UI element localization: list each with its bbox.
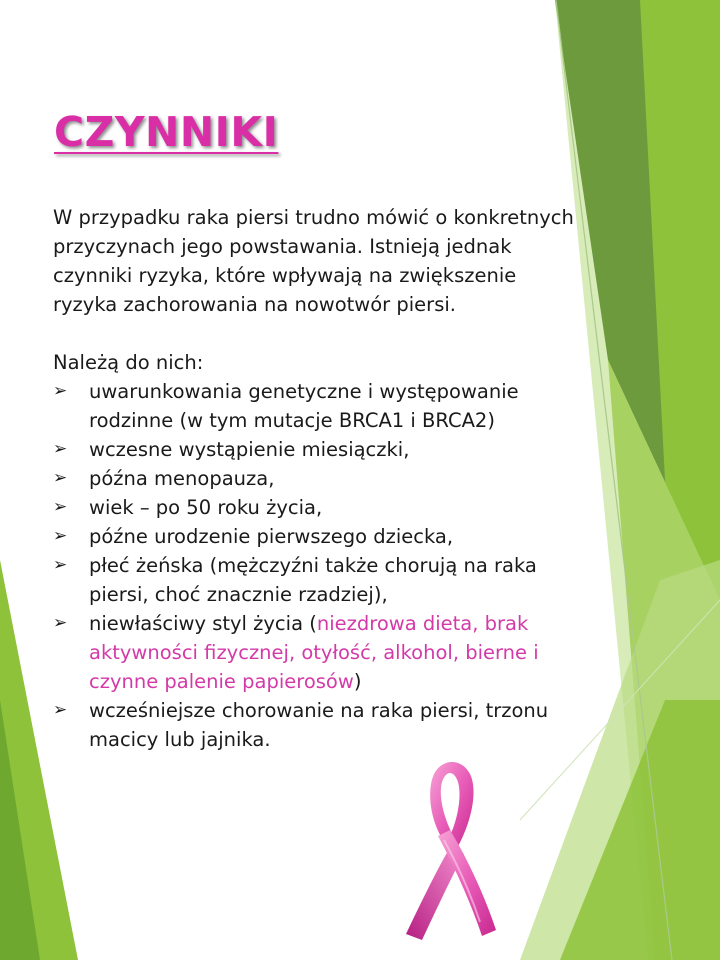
arrow-bullet-icon: ➢ bbox=[53, 613, 68, 633]
list-item bbox=[53, 696, 578, 754]
list-item-text: wczesne wystąpienie miesiączki, bbox=[89, 438, 410, 461]
list-item-text: późna menopauza, bbox=[89, 467, 275, 490]
list-item bbox=[53, 551, 578, 609]
arrow-bullet-icon: ➢ bbox=[53, 497, 68, 517]
list-item bbox=[53, 493, 578, 522]
list-item-text: płeć żeńska (mężczyźni także chorują na raka piersi, choć znacznie rzadziej), bbox=[89, 554, 537, 606]
list-item-text: niewłaściwy styl życia ( bbox=[89, 612, 317, 635]
arrow-bullet-icon: ➢ bbox=[53, 700, 68, 720]
arrow-bullet-icon: ➢ bbox=[53, 526, 68, 546]
list-item-text: uwarunkowania genetyczne i występowanie rodzinne (w tym mutacje BRCA1 i BRCA2) bbox=[89, 380, 519, 432]
lifestyle-highlight-text: niezdrowa dieta, brak aktywności fizycznej, otyłość, alkohol, bierne i czynne palenie papierosów bbox=[89, 612, 539, 693]
risk-factor-list bbox=[53, 377, 578, 754]
slide-content bbox=[53, 203, 578, 754]
list-item-text: późne urodzenie pierwszego dziecka, bbox=[89, 525, 454, 548]
paragraph-gap bbox=[53, 319, 578, 348]
list-heading: Należą do nich: bbox=[53, 351, 204, 374]
arrow-bullet-icon: ➢ bbox=[53, 439, 68, 459]
arrow-bullet-icon: ➢ bbox=[53, 555, 68, 575]
pink-awareness-ribbon-icon bbox=[400, 752, 500, 947]
list-item-text-end: ) bbox=[353, 670, 362, 693]
list-item-text: wcześniejsze chorowanie na raka piersi, trzonu macicy lub jajnika. bbox=[89, 699, 549, 751]
arrow-bullet-icon: ➢ bbox=[53, 381, 68, 401]
slide-title: CZYNNIKI bbox=[54, 108, 279, 156]
list-item bbox=[53, 609, 578, 696]
list-item bbox=[53, 435, 578, 464]
list-item bbox=[53, 522, 578, 551]
list-item bbox=[53, 377, 578, 435]
intro-paragraph: W przypadku raka piersi trudno mówić o konkretnych przyczynach jego powstawania. Istnieją jednak czynniki ryzyka, które wpływają na zwiększenie ryzyka zachorowania na nowotwór piersi. bbox=[53, 206, 574, 316]
list-item-text: wiek – po 50 roku życia, bbox=[89, 496, 323, 519]
list-item bbox=[53, 464, 578, 493]
arrow-bullet-icon: ➢ bbox=[53, 468, 68, 488]
